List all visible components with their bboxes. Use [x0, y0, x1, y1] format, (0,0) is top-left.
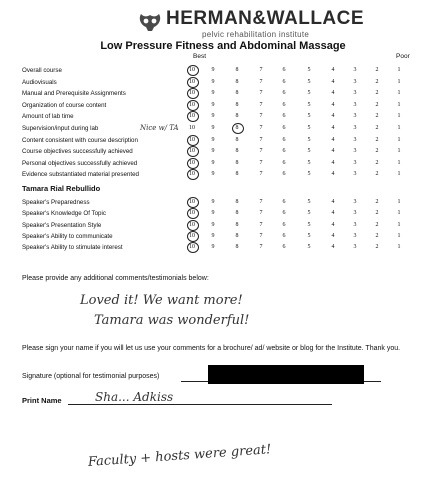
rating-option-5[interactable]: 5 — [307, 113, 311, 120]
rating-option-6[interactable]: 6 — [282, 221, 286, 228]
rating-option-1[interactable]: 1 — [397, 148, 401, 155]
rating-option-5[interactable]: 5 — [307, 125, 311, 131]
rating-option-4[interactable]: 4 — [331, 244, 335, 251]
rating-option-5[interactable]: 5 — [307, 78, 311, 85]
rating-option-2[interactable]: 2 — [375, 78, 379, 85]
rating-option-6[interactable]: 6 — [282, 125, 286, 131]
rating-option-6[interactable]: 6 — [282, 159, 286, 166]
rating-option-6[interactable]: 6 — [282, 136, 286, 143]
rating-option-3[interactable]: 3 — [353, 136, 357, 143]
rating-option-2[interactable]: 2 — [375, 136, 379, 143]
rating-row — [22, 231, 442, 242]
rating-option-4[interactable]: 4 — [331, 210, 335, 217]
handwritten-print-name: Sha... Adkiss — [95, 390, 174, 404]
rating-question: Speaker's Knowledge Of Topic — [22, 210, 106, 218]
rating-option-1[interactable]: 1 — [397, 101, 401, 108]
rating-option-8[interactable]: 8 — [235, 90, 239, 97]
rating-option-1[interactable]: 1 — [397, 136, 401, 143]
rating-option-7[interactable]: 7 — [259, 232, 263, 239]
rating-option-1[interactable]: 1 — [397, 232, 401, 239]
rating-option-10[interactable]: 10 — [189, 90, 195, 97]
selected-rating-circle — [187, 77, 199, 88]
rating-option-3[interactable]: 3 — [353, 101, 357, 108]
rating-option-1[interactable]: 1 — [397, 125, 401, 131]
rating-option-8[interactable]: 8 — [235, 113, 239, 120]
pelvis-logo-icon — [138, 10, 162, 32]
rating-option-5[interactable]: 5 — [307, 244, 311, 251]
rating-option-10[interactable]: 10 — [189, 210, 195, 217]
rating-question: Speaker's Ability to communicate — [22, 232, 113, 240]
institute-logo — [138, 8, 368, 42]
rating-option-4[interactable]: 4 — [331, 221, 335, 228]
rating-option-1[interactable]: 1 — [397, 244, 401, 251]
rating-option-5[interactable]: 5 — [307, 159, 311, 166]
rating-option-7[interactable]: 7 — [259, 125, 263, 131]
rating-option-7[interactable]: 7 — [259, 136, 263, 143]
rating-option-3[interactable]: 3 — [353, 67, 357, 73]
rating-option-4[interactable]: 4 — [331, 199, 335, 205]
rating-option-2[interactable]: 2 — [375, 101, 379, 108]
consent-text: Please sign your name if you will let us use your comments for a brochure/ ad/ website or blog for the Institute. Thank you. — [22, 345, 401, 352]
rating-option-8[interactable]: 8 — [235, 125, 239, 131]
rating-row — [22, 100, 442, 111]
rating-option-2[interactable]: 2 — [375, 232, 379, 239]
rating-row — [22, 65, 442, 76]
rating-option-6[interactable]: 6 — [282, 78, 286, 85]
signature-redaction-block — [208, 365, 364, 384]
rating-question: Organization of course content — [22, 101, 107, 109]
rating-option-9[interactable]: 9 — [211, 67, 215, 73]
rating-option-8[interactable]: 8 — [235, 148, 239, 155]
rating-option-7[interactable]: 7 — [259, 113, 263, 120]
rating-option-1[interactable]: 1 — [397, 171, 401, 178]
rating-option-7[interactable]: 7 — [259, 244, 263, 251]
rating-option-7[interactable]: 7 — [259, 67, 263, 73]
handwritten-supervision-note: Nice w/ TA — [140, 124, 179, 132]
rating-row — [22, 169, 442, 180]
rating-row — [22, 158, 442, 169]
rating-row — [22, 135, 442, 146]
rating-option-4[interactable]: 4 — [331, 90, 335, 97]
rating-option-10[interactable]: 10 — [189, 199, 195, 205]
rating-option-8[interactable]: 8 — [235, 244, 239, 251]
rating-option-1[interactable]: 1 — [397, 90, 401, 97]
rating-option-2[interactable]: 2 — [375, 244, 379, 251]
rating-option-2[interactable]: 2 — [375, 171, 379, 178]
selected-rating-circle — [187, 65, 199, 76]
rating-option-6[interactable]: 6 — [282, 113, 286, 120]
print-name-label: Print Name — [22, 396, 62, 405]
rating-option-4[interactable]: 4 — [331, 113, 335, 120]
rating-row — [22, 146, 442, 157]
selected-rating-circle — [187, 220, 199, 231]
rating-option-4[interactable]: 4 — [331, 159, 335, 166]
rating-option-6[interactable]: 6 — [282, 67, 286, 73]
rating-option-8[interactable]: 8 — [235, 78, 239, 85]
rating-option-4[interactable]: 4 — [331, 136, 335, 143]
rating-option-5[interactable]: 5 — [307, 199, 311, 205]
rating-option-7[interactable]: 7 — [259, 210, 263, 217]
comments-prompt: Please provide any additional comments/testimonials below: — [22, 275, 209, 282]
rating-option-6[interactable]: 6 — [282, 199, 286, 205]
rating-option-2[interactable]: 2 — [375, 199, 379, 205]
rating-option-2[interactable]: 2 — [375, 159, 379, 166]
rating-question: Speaker's Presentation Style — [22, 221, 102, 229]
rating-question: Speaker's Preparedness — [22, 199, 90, 206]
rating-option-4[interactable]: 4 — [331, 148, 335, 155]
rating-option-10[interactable]: 10 — [189, 171, 195, 178]
rating-row — [22, 77, 442, 88]
rating-option-8[interactable]: 8 — [235, 210, 239, 217]
rating-row — [22, 111, 442, 122]
selected-rating-circle — [187, 135, 199, 146]
rating-option-9[interactable]: 9 — [211, 199, 215, 205]
rating-option-1[interactable]: 1 — [397, 199, 401, 205]
rating-option-5[interactable]: 5 — [307, 90, 311, 97]
rating-question: Evidence substantiated material presented — [22, 171, 139, 179]
rating-option-1[interactable]: 1 — [397, 78, 401, 85]
rating-option-2[interactable]: 2 — [375, 125, 379, 131]
rating-option-10[interactable]: 10 — [189, 221, 195, 228]
rating-option-7[interactable]: 7 — [259, 101, 263, 108]
rating-option-10[interactable]: 10 — [189, 244, 195, 251]
rating-row — [22, 197, 442, 208]
rating-option-4[interactable]: 4 — [331, 67, 335, 73]
rating-option-10[interactable]: 10 — [189, 67, 195, 73]
rating-option-10[interactable]: 10 — [189, 113, 195, 120]
rating-option-3[interactable]: 3 — [353, 199, 357, 205]
rating-option-3[interactable]: 3 — [353, 159, 357, 166]
rating-option-10[interactable]: 10 — [189, 125, 195, 131]
rating-option-7[interactable]: 7 — [259, 199, 263, 205]
rating-option-5[interactable]: 5 — [307, 171, 311, 178]
rating-option-9[interactable]: 9 — [211, 232, 215, 239]
rating-option-5[interactable]: 5 — [307, 210, 311, 217]
rating-option-8[interactable]: 8 — [235, 159, 239, 166]
rating-question: Personal objectives successfully achieved — [22, 159, 138, 167]
rating-option-10[interactable]: 10 — [189, 78, 195, 85]
rating-option-4[interactable]: 4 — [331, 125, 335, 131]
rating-question: Audiovisuals — [22, 78, 57, 86]
rating-option-1[interactable]: 1 — [397, 159, 401, 166]
rating-option-3[interactable]: 3 — [353, 113, 357, 120]
rating-option-2[interactable]: 2 — [375, 113, 379, 120]
rating-option-8[interactable]: 8 — [235, 199, 239, 205]
scale-best-label: Best — [193, 53, 207, 60]
rating-option-8[interactable]: 8 — [235, 101, 239, 108]
rating-question: Supervision/input during lab — [22, 125, 99, 132]
selected-rating-circle — [232, 123, 244, 134]
rating-option-2[interactable]: 2 — [375, 90, 379, 97]
rating-option-9[interactable]: 9 — [211, 101, 215, 108]
selected-rating-circle — [187, 197, 199, 208]
rating-option-3[interactable]: 3 — [353, 90, 357, 97]
rating-option-7[interactable]: 7 — [259, 171, 263, 178]
rating-option-7[interactable]: 7 — [259, 159, 263, 166]
print-name-field[interactable] — [68, 404, 332, 405]
rating-option-3[interactable]: 3 — [353, 78, 357, 85]
rating-option-6[interactable]: 6 — [282, 148, 286, 155]
logo-wordmark: HERMAN&WALLACE — [166, 8, 365, 29]
rating-option-9[interactable]: 9 — [211, 221, 215, 228]
rating-option-3[interactable]: 3 — [353, 232, 357, 239]
rating-option-8[interactable]: 8 — [235, 136, 239, 143]
rating-option-3[interactable]: 3 — [353, 221, 357, 228]
rating-question: Course objectives successfully achieved — [22, 148, 133, 156]
rating-option-9[interactable]: 9 — [211, 136, 215, 143]
handwritten-footer-note: Faculty + hosts were great! — [87, 442, 272, 470]
rating-option-4[interactable]: 4 — [331, 78, 335, 85]
rating-option-2[interactable]: 2 — [375, 148, 379, 155]
rating-option-5[interactable]: 5 — [307, 148, 311, 155]
rating-option-4[interactable]: 4 — [331, 171, 335, 178]
handwritten-comment-line: Tamara was wonderful! — [94, 313, 250, 328]
rating-option-5[interactable]: 5 — [307, 136, 311, 143]
logo-tagline: pelvic rehabilitation institute — [202, 30, 310, 39]
rating-option-5[interactable]: 5 — [307, 232, 311, 239]
rating-option-1[interactable]: 1 — [397, 210, 401, 217]
rating-option-3[interactable]: 3 — [353, 148, 357, 155]
rating-question: Content consistent with course description — [22, 136, 138, 144]
rating-option-10[interactable]: 10 — [189, 232, 195, 239]
rating-option-8[interactable]: 8 — [235, 232, 239, 239]
rating-option-9[interactable]: 9 — [211, 113, 215, 120]
rating-option-7[interactable]: 7 — [259, 148, 263, 155]
rating-option-3[interactable]: 3 — [353, 171, 357, 178]
signature-label: Signature (optional for testimonial purposes) — [22, 373, 160, 380]
rating-option-9[interactable]: 9 — [211, 125, 215, 131]
rating-option-4[interactable]: 4 — [331, 101, 335, 108]
rating-option-3[interactable]: 3 — [353, 244, 357, 251]
rating-option-9[interactable]: 9 — [211, 159, 215, 166]
rating-option-2[interactable]: 2 — [375, 210, 379, 217]
rating-option-4[interactable]: 4 — [331, 232, 335, 239]
rating-option-10[interactable]: 10 — [189, 101, 195, 108]
rating-row — [22, 123, 442, 134]
rating-option-6[interactable]: 6 — [282, 101, 286, 108]
form-title: Low Pressure Fitness and Abdominal Massage — [100, 40, 346, 52]
rating-question: Manual and Prerequisite Assignments — [22, 90, 126, 98]
rating-option-10[interactable]: 10 — [189, 136, 195, 143]
rating-option-1[interactable]: 1 — [397, 221, 401, 228]
rating-option-9[interactable]: 9 — [211, 171, 215, 178]
rating-option-9[interactable]: 9 — [211, 210, 215, 217]
rating-row — [22, 208, 442, 219]
rating-option-6[interactable]: 6 — [282, 232, 286, 239]
rating-option-9[interactable]: 9 — [211, 148, 215, 155]
scale-poor-label: Poor — [396, 53, 410, 60]
rating-option-7[interactable]: 7 — [259, 221, 263, 228]
rating-option-3[interactable]: 3 — [353, 125, 357, 131]
rating-option-10[interactable]: 10 — [189, 159, 195, 166]
rating-question: Speaker's Ability to stimulate interest — [22, 244, 123, 252]
rating-option-9[interactable]: 9 — [211, 244, 215, 251]
selected-rating-circle — [187, 100, 199, 111]
rating-option-8[interactable]: 8 — [235, 171, 239, 178]
rating-option-1[interactable]: 1 — [397, 67, 401, 73]
rating-option-5[interactable]: 5 — [307, 67, 311, 73]
rating-question: Overall course — [22, 67, 62, 74]
rating-option-6[interactable]: 6 — [282, 171, 286, 178]
rating-option-2[interactable]: 2 — [375, 67, 379, 73]
rating-option-3[interactable]: 3 — [353, 210, 357, 217]
rating-option-7[interactable]: 7 — [259, 90, 263, 97]
rating-option-6[interactable]: 6 — [282, 244, 286, 251]
rating-option-9[interactable]: 9 — [211, 78, 215, 85]
rating-question: Amount of lab time — [22, 113, 74, 121]
rating-row — [22, 88, 442, 99]
selected-rating-circle — [187, 158, 199, 169]
selected-rating-circle — [187, 231, 199, 242]
rating-option-6[interactable]: 6 — [282, 210, 286, 217]
rating-option-5[interactable]: 5 — [307, 221, 311, 228]
rating-option-9[interactable]: 9 — [211, 90, 215, 97]
rating-option-7[interactable]: 7 — [259, 78, 263, 85]
rating-option-5[interactable]: 5 — [307, 101, 311, 108]
speaker-name-heading: Tamara Rial Rebullido — [22, 184, 101, 193]
rating-option-6[interactable]: 6 — [282, 90, 286, 97]
rating-row — [22, 242, 442, 253]
rating-option-8[interactable]: 8 — [235, 221, 239, 228]
rating-option-1[interactable]: 1 — [397, 113, 401, 120]
rating-row — [22, 220, 442, 231]
rating-option-8[interactable]: 8 — [235, 67, 239, 73]
rating-option-10[interactable]: 10 — [189, 148, 195, 155]
rating-option-2[interactable]: 2 — [375, 221, 379, 228]
handwritten-comment-line: Loved it! We want more! — [80, 293, 243, 308]
